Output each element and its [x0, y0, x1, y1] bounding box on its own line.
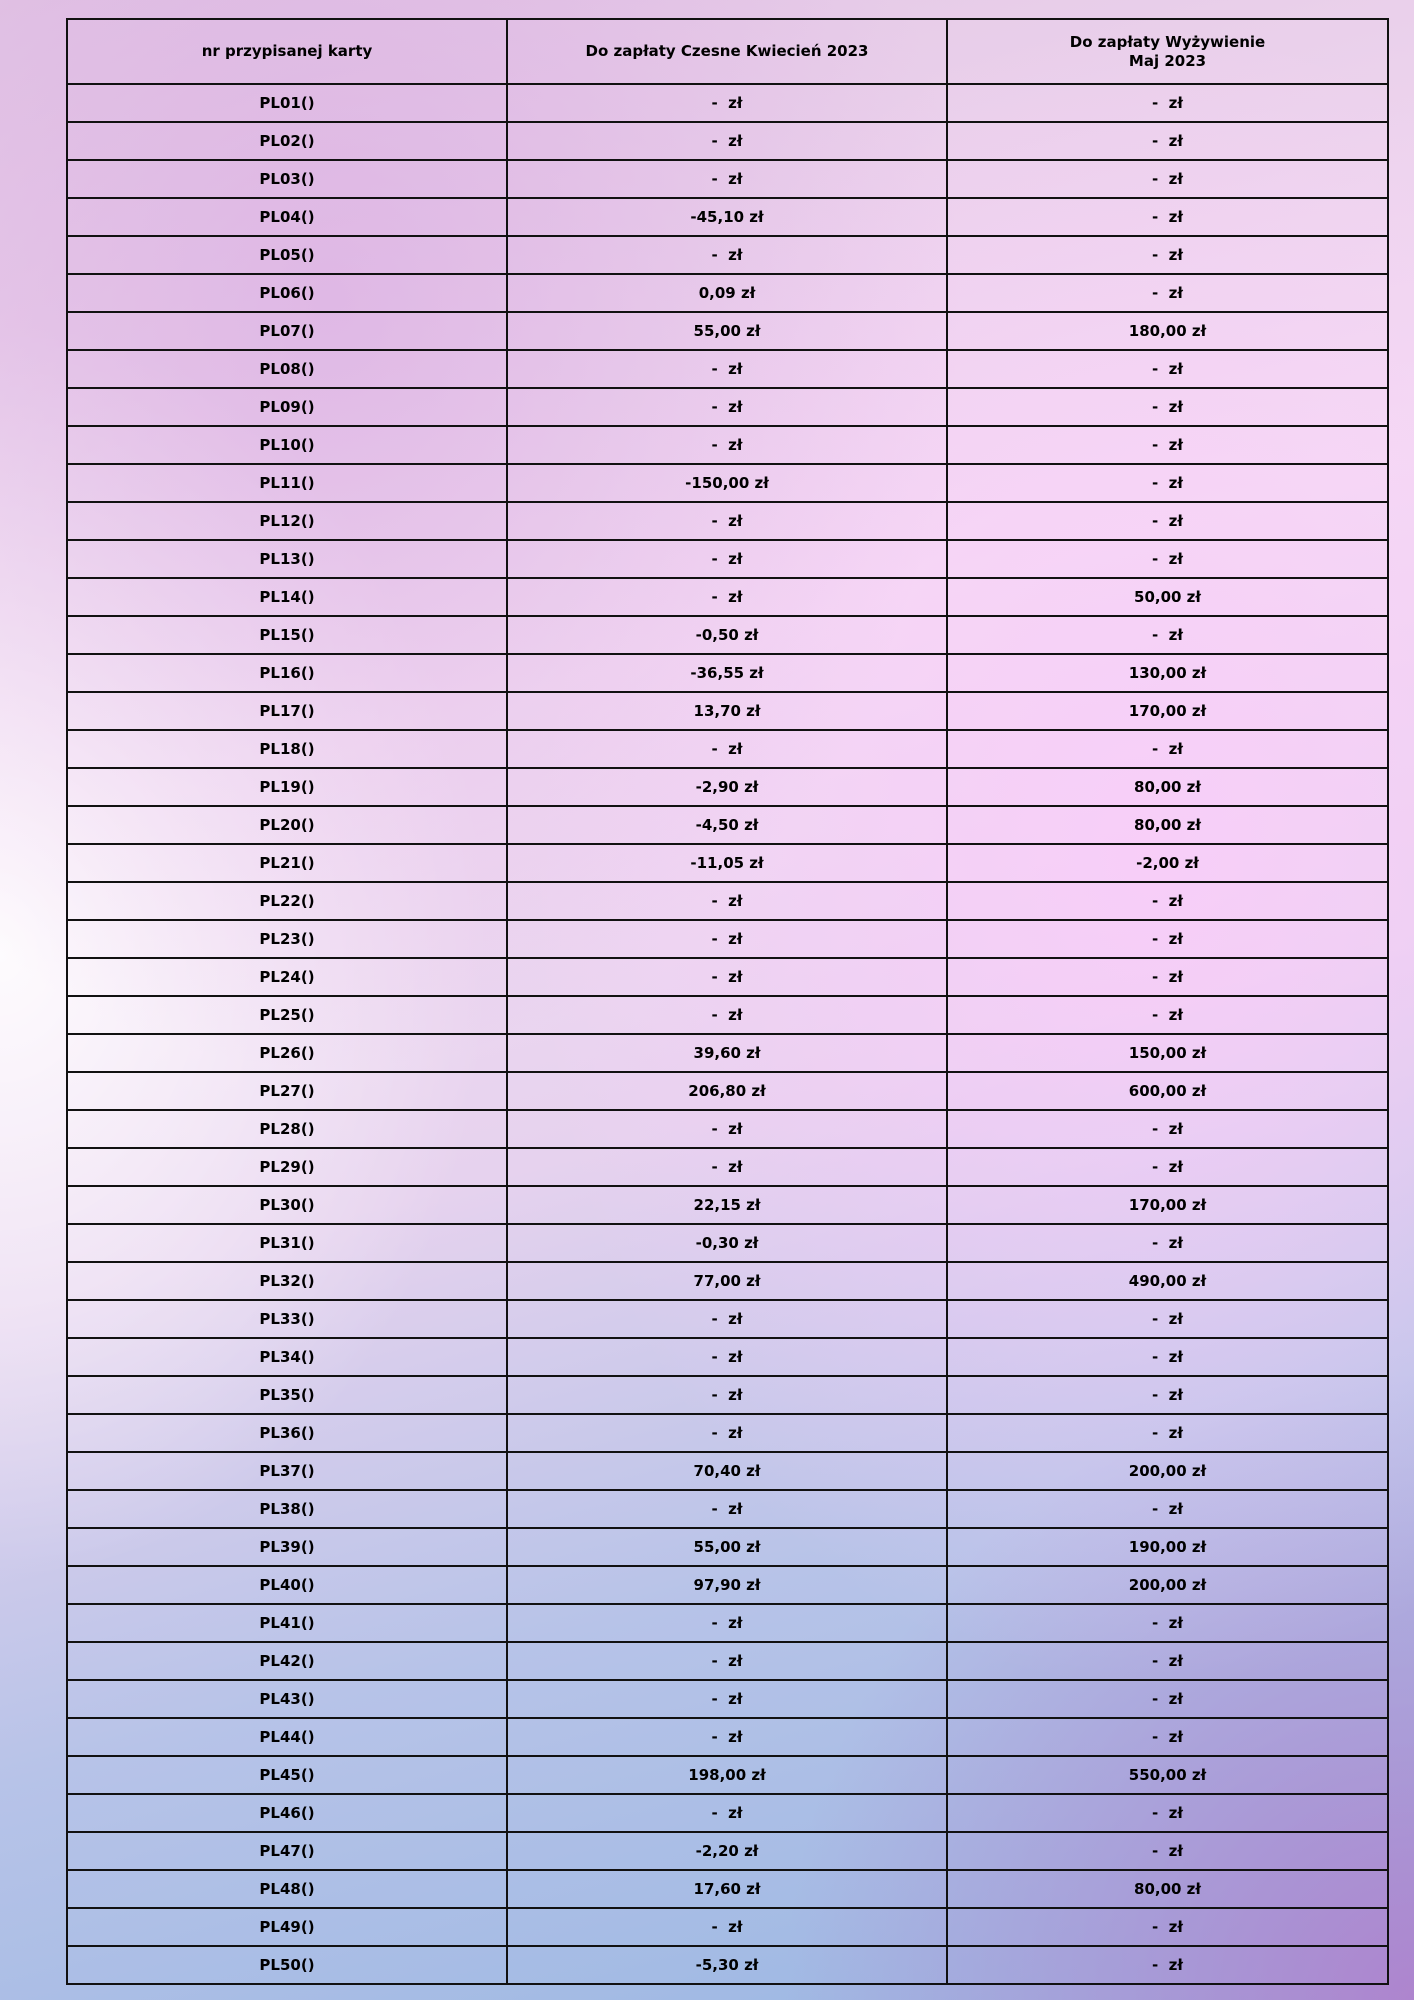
- meals-cell: - zł: [947, 426, 1388, 464]
- table-header: [67, 19, 1388, 84]
- card-number-cell: PL08(): [67, 350, 507, 388]
- table-row: [67, 768, 1388, 806]
- card-number-cell: PL03(): [67, 160, 507, 198]
- tuition-cell: - zł: [507, 426, 947, 464]
- header-meals-may-label: Do zapłaty Wyżywienie Maj 2023: [1069, 32, 1266, 70]
- meals-cell: - zł: [947, 1414, 1388, 1452]
- meals-cell: 550,00 zł: [947, 1756, 1388, 1794]
- tuition-cell: - zł: [507, 350, 947, 388]
- table-row: [67, 1110, 1388, 1148]
- tuition-cell: - zł: [507, 1414, 947, 1452]
- header-card-number-label: nr przypisanej karty: [201, 42, 373, 60]
- tuition-cell: - zł: [507, 502, 947, 540]
- card-number-cell: PL45(): [67, 1756, 507, 1794]
- meals-cell: 190,00 zł: [947, 1528, 1388, 1566]
- meals-cell: - zł: [947, 1148, 1388, 1186]
- tuition-cell: 77,00 zł: [507, 1262, 947, 1300]
- meals-cell: - zł: [947, 1832, 1388, 1870]
- tuition-cell: - zł: [507, 1300, 947, 1338]
- table-row: [67, 1946, 1388, 1984]
- payments-table: [66, 18, 1389, 1985]
- table-row: [67, 1528, 1388, 1566]
- meals-cell: 50,00 zł: [947, 578, 1388, 616]
- payments-sheet: [66, 18, 1387, 1985]
- card-number-cell: PL17(): [67, 692, 507, 730]
- table-row: [67, 350, 1388, 388]
- table-row: [67, 1718, 1388, 1756]
- tuition-cell: - zł: [507, 1604, 947, 1642]
- tuition-cell: -4,50 zł: [507, 806, 947, 844]
- card-number-cell: PL29(): [67, 1148, 507, 1186]
- table-row: [67, 1490, 1388, 1528]
- meals-cell: - zł: [947, 616, 1388, 654]
- tuition-cell: -5,30 zł: [507, 1946, 947, 1984]
- meals-cell: - zł: [947, 1224, 1388, 1262]
- table-row: [67, 1376, 1388, 1414]
- tuition-cell: - zł: [507, 1110, 947, 1148]
- card-number-cell: PL05(): [67, 236, 507, 274]
- meals-cell: - zł: [947, 1718, 1388, 1756]
- meals-cell: - zł: [947, 920, 1388, 958]
- meals-cell: - zł: [947, 1490, 1388, 1528]
- tuition-cell: -36,55 zł: [507, 654, 947, 692]
- table-row: [67, 1414, 1388, 1452]
- table-row: [67, 806, 1388, 844]
- card-number-cell: PL49(): [67, 1908, 507, 1946]
- table-row: [67, 920, 1388, 958]
- tuition-cell: - zł: [507, 1908, 947, 1946]
- tuition-cell: 0,09 zł: [507, 274, 947, 312]
- card-number-cell: PL11(): [67, 464, 507, 502]
- tuition-cell: -45,10 zł: [507, 198, 947, 236]
- card-number-cell: PL42(): [67, 1642, 507, 1680]
- card-number-cell: PL09(): [67, 388, 507, 426]
- tuition-cell: - zł: [507, 920, 947, 958]
- table-row: [67, 312, 1388, 350]
- meals-cell: - zł: [947, 540, 1388, 578]
- tuition-cell: 198,00 zł: [507, 1756, 947, 1794]
- meals-cell: 170,00 zł: [947, 692, 1388, 730]
- table-row: [67, 464, 1388, 502]
- card-number-cell: PL16(): [67, 654, 507, 692]
- meals-cell: - zł: [947, 236, 1388, 274]
- tuition-cell: 17,60 zł: [507, 1870, 947, 1908]
- card-number-cell: PL50(): [67, 1946, 507, 1984]
- table-row: [67, 1186, 1388, 1224]
- card-number-cell: PL37(): [67, 1452, 507, 1490]
- header-card-number: [67, 19, 507, 84]
- tuition-cell: 39,60 zł: [507, 1034, 947, 1072]
- meals-cell: - zł: [947, 1946, 1388, 1984]
- meals-cell: 200,00 zł: [947, 1452, 1388, 1490]
- tuition-cell: - zł: [507, 122, 947, 160]
- table-row: [67, 1756, 1388, 1794]
- card-number-cell: PL14(): [67, 578, 507, 616]
- table-row: [67, 1452, 1388, 1490]
- card-number-cell: PL13(): [67, 540, 507, 578]
- tuition-cell: -2,20 zł: [507, 1832, 947, 1870]
- meals-cell: 600,00 zł: [947, 1072, 1388, 1110]
- meals-cell: - zł: [947, 84, 1388, 122]
- card-number-cell: PL31(): [67, 1224, 507, 1262]
- card-number-cell: PL38(): [67, 1490, 507, 1528]
- table-row: [67, 540, 1388, 578]
- table-row: [67, 996, 1388, 1034]
- table-row: [67, 1224, 1388, 1262]
- table-row: [67, 1262, 1388, 1300]
- table-body: [67, 84, 1388, 1984]
- table-row: [67, 1870, 1388, 1908]
- meals-cell: - zł: [947, 1794, 1388, 1832]
- table-row: [67, 502, 1388, 540]
- tuition-cell: 55,00 zł: [507, 1528, 947, 1566]
- table-row: [67, 1604, 1388, 1642]
- meals-cell: - zł: [947, 996, 1388, 1034]
- tuition-cell: - zł: [507, 1680, 947, 1718]
- card-number-cell: PL19(): [67, 768, 507, 806]
- card-number-cell: PL46(): [67, 1794, 507, 1832]
- header-tuition-april: [507, 19, 947, 84]
- table-row: [67, 1642, 1388, 1680]
- table-row: [67, 122, 1388, 160]
- table-row: [67, 236, 1388, 274]
- card-number-cell: PL18(): [67, 730, 507, 768]
- table-row: [67, 844, 1388, 882]
- meals-cell: 80,00 zł: [947, 1870, 1388, 1908]
- meals-cell: - zł: [947, 1604, 1388, 1642]
- card-number-cell: PL26(): [67, 1034, 507, 1072]
- tuition-cell: 206,80 zł: [507, 1072, 947, 1110]
- meals-cell: 170,00 zł: [947, 1186, 1388, 1224]
- table-row: [67, 654, 1388, 692]
- meals-cell: 80,00 zł: [947, 768, 1388, 806]
- meals-cell: - zł: [947, 350, 1388, 388]
- card-number-cell: PL35(): [67, 1376, 507, 1414]
- meals-cell: - zł: [947, 1680, 1388, 1718]
- meals-cell: - zł: [947, 1642, 1388, 1680]
- tuition-cell: - zł: [507, 1642, 947, 1680]
- table-row: [67, 730, 1388, 768]
- tuition-cell: - zł: [507, 84, 947, 122]
- card-number-cell: PL06(): [67, 274, 507, 312]
- meals-cell: - zł: [947, 1338, 1388, 1376]
- table-row: [67, 198, 1388, 236]
- meals-cell: 150,00 zł: [947, 1034, 1388, 1072]
- card-number-cell: PL04(): [67, 198, 507, 236]
- table-row: [67, 160, 1388, 198]
- card-number-cell: PL32(): [67, 1262, 507, 1300]
- card-number-cell: PL23(): [67, 920, 507, 958]
- card-number-cell: PL28(): [67, 1110, 507, 1148]
- table-row: [67, 1072, 1388, 1110]
- card-number-cell: PL21(): [67, 844, 507, 882]
- tuition-cell: - zł: [507, 236, 947, 274]
- table-row: [67, 882, 1388, 920]
- card-number-cell: PL01(): [67, 84, 507, 122]
- card-number-cell: PL15(): [67, 616, 507, 654]
- card-number-cell: PL07(): [67, 312, 507, 350]
- tuition-cell: -11,05 zł: [507, 844, 947, 882]
- table-row: [67, 1832, 1388, 1870]
- table-row: [67, 1680, 1388, 1718]
- meals-cell: 80,00 zł: [947, 806, 1388, 844]
- tuition-cell: - zł: [507, 388, 947, 426]
- meals-cell: - zł: [947, 388, 1388, 426]
- card-number-cell: PL10(): [67, 426, 507, 464]
- meals-cell: 180,00 zł: [947, 312, 1388, 350]
- meals-cell: - zł: [947, 1300, 1388, 1338]
- tuition-cell: - zł: [507, 1490, 947, 1528]
- tuition-cell: - zł: [507, 882, 947, 920]
- tuition-cell: - zł: [507, 540, 947, 578]
- header-meals-may: [947, 19, 1388, 84]
- meals-cell: - zł: [947, 464, 1388, 502]
- table-row: [67, 616, 1388, 654]
- card-number-cell: PL44(): [67, 1718, 507, 1756]
- table-row: [67, 1908, 1388, 1946]
- header-row: [67, 19, 1388, 84]
- meals-cell: 130,00 zł: [947, 654, 1388, 692]
- meals-cell: - zł: [947, 198, 1388, 236]
- card-number-cell: PL12(): [67, 502, 507, 540]
- card-number-cell: PL25(): [67, 996, 507, 1034]
- tuition-cell: - zł: [507, 730, 947, 768]
- card-number-cell: PL47(): [67, 1832, 507, 1870]
- tuition-cell: -0,30 zł: [507, 1224, 947, 1262]
- tuition-cell: - zł: [507, 1148, 947, 1186]
- card-number-cell: PL02(): [67, 122, 507, 160]
- table-row: [67, 426, 1388, 464]
- table-row: [67, 1148, 1388, 1186]
- card-number-cell: PL30(): [67, 1186, 507, 1224]
- header-tuition-april-label: Do zapłaty Czesne Kwiecień 2023: [585, 42, 869, 60]
- table-row: [67, 1566, 1388, 1604]
- meals-cell: - zł: [947, 1908, 1388, 1946]
- table-row: [67, 1338, 1388, 1376]
- tuition-cell: 13,70 zł: [507, 692, 947, 730]
- tuition-cell: 70,40 zł: [507, 1452, 947, 1490]
- table-row: [67, 1794, 1388, 1832]
- tuition-cell: - zł: [507, 578, 947, 616]
- meals-cell: 200,00 zł: [947, 1566, 1388, 1604]
- tuition-cell: 97,90 zł: [507, 1566, 947, 1604]
- tuition-cell: - zł: [507, 160, 947, 198]
- tuition-cell: - zł: [507, 1338, 947, 1376]
- card-number-cell: PL39(): [67, 1528, 507, 1566]
- tuition-cell: 22,15 zł: [507, 1186, 947, 1224]
- card-number-cell: PL24(): [67, 958, 507, 996]
- card-number-cell: PL48(): [67, 1870, 507, 1908]
- table-row: [67, 1034, 1388, 1072]
- meals-cell: - zł: [947, 160, 1388, 198]
- card-number-cell: PL40(): [67, 1566, 507, 1604]
- card-number-cell: PL41(): [67, 1604, 507, 1642]
- card-number-cell: PL27(): [67, 1072, 507, 1110]
- tuition-cell: - zł: [507, 1376, 947, 1414]
- tuition-cell: -2,90 zł: [507, 768, 947, 806]
- table-row: [67, 578, 1388, 616]
- table-row: [67, 274, 1388, 312]
- meals-cell: - zł: [947, 502, 1388, 540]
- table-row: [67, 84, 1388, 122]
- card-number-cell: PL22(): [67, 882, 507, 920]
- meals-cell: - zł: [947, 958, 1388, 996]
- tuition-cell: - zł: [507, 1718, 947, 1756]
- meals-cell: - zł: [947, 122, 1388, 160]
- tuition-cell: -150,00 zł: [507, 464, 947, 502]
- tuition-cell: - zł: [507, 996, 947, 1034]
- tuition-cell: -0,50 zł: [507, 616, 947, 654]
- table-row: [67, 958, 1388, 996]
- card-number-cell: PL20(): [67, 806, 507, 844]
- table-row: [67, 1300, 1388, 1338]
- card-number-cell: PL33(): [67, 1300, 507, 1338]
- meals-cell: 490,00 zł: [947, 1262, 1388, 1300]
- card-number-cell: PL36(): [67, 1414, 507, 1452]
- meals-cell: -2,00 zł: [947, 844, 1388, 882]
- meals-cell: - zł: [947, 1110, 1388, 1148]
- table-row: [67, 388, 1388, 426]
- table-row: [67, 692, 1388, 730]
- tuition-cell: - zł: [507, 1794, 947, 1832]
- meals-cell: - zł: [947, 1376, 1388, 1414]
- card-number-cell: PL34(): [67, 1338, 507, 1376]
- tuition-cell: - zł: [507, 958, 947, 996]
- card-number-cell: PL43(): [67, 1680, 507, 1718]
- meals-cell: - zł: [947, 882, 1388, 920]
- meals-cell: - zł: [947, 730, 1388, 768]
- tuition-cell: 55,00 zł: [507, 312, 947, 350]
- meals-cell: - zł: [947, 274, 1388, 312]
